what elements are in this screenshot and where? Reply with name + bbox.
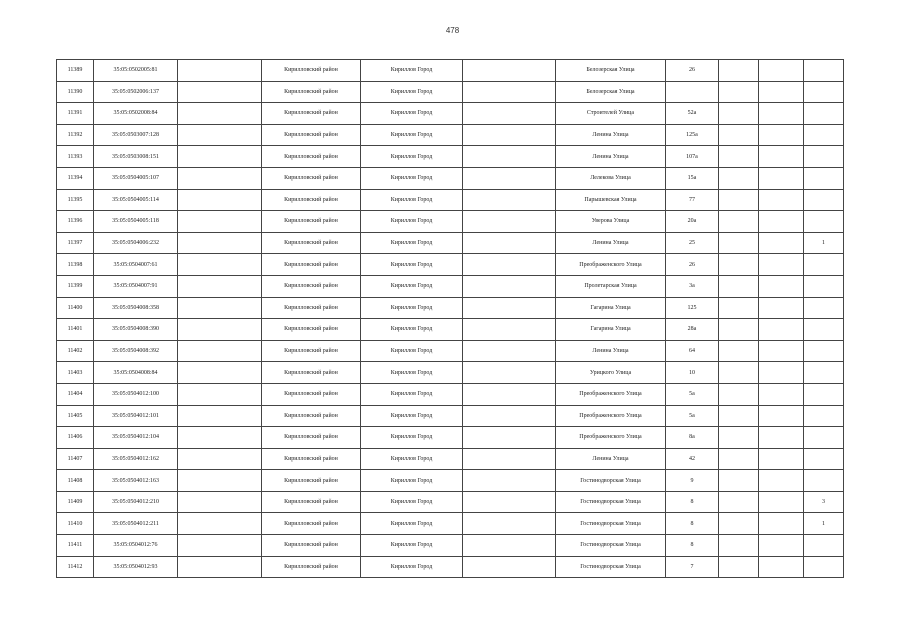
cadastral-number-cell: 35:05:0504007:61 [94, 254, 178, 276]
empty-cell [463, 448, 556, 470]
empty-cell [463, 427, 556, 449]
empty-cell [759, 275, 804, 297]
extra-number-cell [804, 556, 844, 578]
empty-cell [178, 81, 262, 103]
empty-cell [463, 383, 556, 405]
district-cell: Кирилловский район [262, 124, 361, 146]
empty-cell [178, 383, 262, 405]
empty-cell [759, 383, 804, 405]
house-number-cell: 107а [666, 146, 719, 168]
empty-cell [178, 211, 262, 233]
empty-cell [719, 254, 759, 276]
empty-cell [759, 81, 804, 103]
empty-cell [719, 211, 759, 233]
extra-number-cell [804, 81, 844, 103]
row-number-cell: 11408 [57, 470, 94, 492]
street-cell: Гостинодворская Улица [556, 513, 666, 535]
empty-cell [719, 427, 759, 449]
district-cell: Кирилловский район [262, 167, 361, 189]
empty-cell [463, 167, 556, 189]
row-number-cell: 11409 [57, 491, 94, 513]
extra-number-cell [804, 211, 844, 233]
empty-cell [463, 470, 556, 492]
empty-cell [178, 556, 262, 578]
empty-cell [178, 232, 262, 254]
empty-cell [759, 124, 804, 146]
empty-cell [759, 297, 804, 319]
extra-number-cell [804, 448, 844, 470]
street-cell: Преображенского Улица [556, 427, 666, 449]
empty-cell [178, 146, 262, 168]
empty-cell [463, 362, 556, 384]
street-cell: Преображенского Улица [556, 254, 666, 276]
cadastral-number-cell: 35:05:0503007:128 [94, 124, 178, 146]
empty-cell [178, 427, 262, 449]
table-row [57, 383, 844, 405]
cadastral-number-cell: 35:05:0504012:211 [94, 513, 178, 535]
street-cell: Лелекова Улица [556, 167, 666, 189]
empty-cell [719, 383, 759, 405]
house-number-cell: 26 [666, 254, 719, 276]
street-cell: Преображенского Улица [556, 383, 666, 405]
empty-cell [759, 405, 804, 427]
extra-number-cell [804, 124, 844, 146]
row-number-cell: 11391 [57, 103, 94, 125]
row-number-cell: 11395 [57, 189, 94, 211]
district-cell: Кирилловский район [262, 362, 361, 384]
settlement-cell: Кириллов Город [361, 275, 463, 297]
empty-cell [719, 340, 759, 362]
extra-number-cell [804, 340, 844, 362]
empty-cell [759, 491, 804, 513]
empty-cell [719, 535, 759, 557]
empty-cell [759, 470, 804, 492]
settlement-cell: Кириллов Город [361, 470, 463, 492]
street-cell: Гагарина Улица [556, 319, 666, 341]
house-number-cell: 8 [666, 535, 719, 557]
street-cell: Гостинодворская Улица [556, 535, 666, 557]
extra-number-cell: 1 [804, 232, 844, 254]
empty-cell [759, 232, 804, 254]
house-number-cell: 20а [666, 211, 719, 233]
street-cell: Гостинодворская Улица [556, 556, 666, 578]
table-row [57, 211, 844, 233]
empty-cell [463, 340, 556, 362]
empty-cell [759, 254, 804, 276]
empty-cell [178, 189, 262, 211]
district-cell: Кирилловский район [262, 340, 361, 362]
house-number-cell: 5а [666, 383, 719, 405]
district-cell: Кирилловский район [262, 491, 361, 513]
district-cell: Кирилловский район [262, 60, 361, 82]
street-cell: Строителей Улица [556, 103, 666, 125]
empty-cell [719, 491, 759, 513]
district-cell: Кирилловский район [262, 211, 361, 233]
empty-cell [463, 319, 556, 341]
row-number-cell: 11407 [57, 448, 94, 470]
empty-cell [759, 362, 804, 384]
page-number: 478 [445, 26, 460, 35]
empty-cell [759, 103, 804, 125]
settlement-cell: Кириллов Город [361, 81, 463, 103]
table-row [57, 448, 844, 470]
cadastral-number-cell: 35:05:0502005:81 [94, 60, 178, 82]
extra-number-cell [804, 60, 844, 82]
extra-number-cell [804, 189, 844, 211]
house-number-cell: 125 [666, 297, 719, 319]
street-cell: Ленина Улица [556, 340, 666, 362]
table-row [57, 319, 844, 341]
cadastral-number-cell: 35:05:0504012:76 [94, 535, 178, 557]
row-number-cell: 11410 [57, 513, 94, 535]
district-cell: Кирилловский район [262, 232, 361, 254]
table-row [57, 254, 844, 276]
empty-cell [719, 232, 759, 254]
empty-cell [463, 491, 556, 513]
extra-number-cell [804, 383, 844, 405]
empty-cell [178, 448, 262, 470]
empty-cell [719, 319, 759, 341]
extra-number-cell [804, 103, 844, 125]
house-number-cell: 64 [666, 340, 719, 362]
house-number-cell: 5а [666, 405, 719, 427]
empty-cell [178, 103, 262, 125]
row-number-cell: 11411 [57, 535, 94, 557]
extra-number-cell [804, 362, 844, 384]
extra-number-cell [804, 405, 844, 427]
district-cell: Кирилловский район [262, 448, 361, 470]
property-registry-table [56, 59, 844, 578]
row-number-cell: 11393 [57, 146, 94, 168]
street-cell: Гагарина Улица [556, 297, 666, 319]
cadastral-number-cell: 35:05:0504008:390 [94, 319, 178, 341]
table-row [57, 232, 844, 254]
empty-cell [178, 124, 262, 146]
empty-cell [178, 340, 262, 362]
house-number-cell: 28а [666, 319, 719, 341]
row-number-cell: 11400 [57, 297, 94, 319]
house-number-cell: 125а [666, 124, 719, 146]
settlement-cell: Кириллов Город [361, 211, 463, 233]
district-cell: Кирилловский район [262, 405, 361, 427]
house-number-cell: 3а [666, 275, 719, 297]
row-number-cell: 11389 [57, 60, 94, 82]
cadastral-number-cell: 35:05:0504012:104 [94, 427, 178, 449]
settlement-cell: Кириллов Город [361, 319, 463, 341]
street-cell: Белозерская Улица [556, 81, 666, 103]
house-number-cell: 9 [666, 470, 719, 492]
empty-cell [759, 448, 804, 470]
house-number-cell [666, 81, 719, 103]
row-number-cell: 11406 [57, 427, 94, 449]
district-cell: Кирилловский район [262, 81, 361, 103]
cadastral-number-cell: 35:05:0504012:100 [94, 383, 178, 405]
empty-cell [759, 535, 804, 557]
empty-cell [178, 362, 262, 384]
district-cell: Кирилловский район [262, 297, 361, 319]
table-row [57, 470, 844, 492]
settlement-cell: Кириллов Город [361, 491, 463, 513]
settlement-cell: Кириллов Город [361, 103, 463, 125]
house-number-cell: 7 [666, 556, 719, 578]
table-row [57, 60, 844, 82]
street-cell: Гостинодворская Улица [556, 491, 666, 513]
extra-number-cell [804, 146, 844, 168]
cadastral-number-cell: 35:05:0504008:392 [94, 340, 178, 362]
empty-cell [759, 427, 804, 449]
table-row [57, 146, 844, 168]
district-cell: Кирилловский район [262, 513, 361, 535]
extra-number-cell [804, 297, 844, 319]
table-row [57, 81, 844, 103]
table-row [57, 556, 844, 578]
empty-cell [463, 189, 556, 211]
cadastral-number-cell: 35:05:0504008:358 [94, 297, 178, 319]
empty-cell [719, 146, 759, 168]
table-row [57, 491, 844, 513]
table-row [57, 340, 844, 362]
empty-cell [719, 167, 759, 189]
empty-cell [178, 254, 262, 276]
district-cell: Кирилловский район [262, 146, 361, 168]
empty-cell [463, 60, 556, 82]
cadastral-number-cell: 35:05:0504005:114 [94, 189, 178, 211]
empty-cell [759, 556, 804, 578]
table-row [57, 405, 844, 427]
table-row [57, 103, 844, 125]
settlement-cell: Кириллов Город [361, 427, 463, 449]
empty-cell [759, 513, 804, 535]
district-cell: Кирилловский район [262, 383, 361, 405]
settlement-cell: Кириллов Город [361, 556, 463, 578]
empty-cell [463, 254, 556, 276]
row-number-cell: 11392 [57, 124, 94, 146]
table-row [57, 427, 844, 449]
row-number-cell: 11404 [57, 383, 94, 405]
settlement-cell: Кириллов Город [361, 535, 463, 557]
empty-cell [719, 513, 759, 535]
row-number-cell: 11397 [57, 232, 94, 254]
empty-cell [759, 167, 804, 189]
street-cell: Уверова Улица [556, 211, 666, 233]
extra-number-cell: 1 [804, 513, 844, 535]
empty-cell [759, 189, 804, 211]
empty-cell [719, 124, 759, 146]
settlement-cell: Кириллов Город [361, 513, 463, 535]
row-number-cell: 11402 [57, 340, 94, 362]
cadastral-number-cell: 35:05:0504008:84 [94, 362, 178, 384]
empty-cell [463, 146, 556, 168]
empty-cell [463, 297, 556, 319]
extra-number-cell [804, 470, 844, 492]
district-cell: Кирилловский район [262, 556, 361, 578]
empty-cell [463, 211, 556, 233]
house-number-cell: 52а [666, 103, 719, 125]
empty-cell [178, 167, 262, 189]
cadastral-number-cell: 35:05:0504012:101 [94, 405, 178, 427]
extra-number-cell [804, 167, 844, 189]
empty-cell [463, 103, 556, 125]
empty-cell [759, 146, 804, 168]
row-number-cell: 11401 [57, 319, 94, 341]
cadastral-number-cell: 35:05:0504012:210 [94, 491, 178, 513]
house-number-cell: 26 [666, 60, 719, 82]
cadastral-number-cell: 35:05:0504012:162 [94, 448, 178, 470]
extra-number-cell [804, 427, 844, 449]
empty-cell [759, 319, 804, 341]
empty-cell [178, 275, 262, 297]
cadastral-number-cell: 35:05:0504005:107 [94, 167, 178, 189]
street-cell: Белозерская Улица [556, 60, 666, 82]
street-cell: Пролетарская Улица [556, 275, 666, 297]
settlement-cell: Кириллов Город [361, 448, 463, 470]
district-cell: Кирилловский район [262, 470, 361, 492]
empty-cell [719, 103, 759, 125]
extra-number-cell [804, 275, 844, 297]
empty-cell [463, 513, 556, 535]
cadastral-number-cell: 35:05:0504006:232 [94, 232, 178, 254]
house-number-cell: 77 [666, 189, 719, 211]
house-number-cell: 25 [666, 232, 719, 254]
district-cell: Кирилловский район [262, 189, 361, 211]
empty-cell [719, 189, 759, 211]
house-number-cell: 15а [666, 167, 719, 189]
cadastral-number-cell: 35:05:0504012:163 [94, 470, 178, 492]
cadastral-number-cell: 35:05:0504007:91 [94, 275, 178, 297]
empty-cell [759, 211, 804, 233]
empty-cell [719, 470, 759, 492]
street-cell: Гостинодворская Улица [556, 470, 666, 492]
row-number-cell: 11399 [57, 275, 94, 297]
empty-cell [759, 340, 804, 362]
extra-number-cell: 3 [804, 491, 844, 513]
house-number-cell: 10 [666, 362, 719, 384]
settlement-cell: Кириллов Город [361, 189, 463, 211]
table-row [57, 189, 844, 211]
empty-cell [178, 535, 262, 557]
street-cell: Ленина Улица [556, 232, 666, 254]
street-cell: Ленина Улица [556, 146, 666, 168]
empty-cell [759, 60, 804, 82]
street-cell: Ленина Улица [556, 448, 666, 470]
empty-cell [463, 232, 556, 254]
house-number-cell: 42 [666, 448, 719, 470]
empty-cell [719, 81, 759, 103]
settlement-cell: Кириллов Город [361, 405, 463, 427]
cadastral-number-cell: 35:05:0502008:84 [94, 103, 178, 125]
extra-number-cell [804, 319, 844, 341]
row-number-cell: 11390 [57, 81, 94, 103]
extra-number-cell [804, 535, 844, 557]
table-row [57, 513, 844, 535]
settlement-cell: Кириллов Город [361, 60, 463, 82]
empty-cell [178, 319, 262, 341]
table-row [57, 535, 844, 557]
empty-cell [463, 535, 556, 557]
district-cell: Кирилловский район [262, 427, 361, 449]
district-cell: Кирилловский район [262, 275, 361, 297]
row-number-cell: 11405 [57, 405, 94, 427]
settlement-cell: Кириллов Город [361, 124, 463, 146]
row-number-cell: 11412 [57, 556, 94, 578]
district-cell: Кирилловский район [262, 319, 361, 341]
settlement-cell: Кириллов Город [361, 254, 463, 276]
registry-body [57, 60, 844, 578]
empty-cell [178, 513, 262, 535]
empty-cell [719, 60, 759, 82]
cadastral-number-cell: 35:05:0502006:137 [94, 81, 178, 103]
table-row [57, 275, 844, 297]
empty-cell [719, 448, 759, 470]
district-cell: Кирилловский район [262, 535, 361, 557]
empty-cell [463, 556, 556, 578]
settlement-cell: Кириллов Город [361, 383, 463, 405]
settlement-cell: Кириллов Город [361, 362, 463, 384]
empty-cell [178, 405, 262, 427]
table-row [57, 167, 844, 189]
empty-cell [719, 362, 759, 384]
table-row [57, 124, 844, 146]
settlement-cell: Кириллов Город [361, 167, 463, 189]
cadastral-number-cell: 35:05:0504005:118 [94, 211, 178, 233]
empty-cell [463, 81, 556, 103]
district-cell: Кирилловский район [262, 254, 361, 276]
settlement-cell: Кириллов Город [361, 340, 463, 362]
table-row [57, 297, 844, 319]
extra-number-cell [804, 254, 844, 276]
street-cell: Парышевская Улица [556, 189, 666, 211]
street-cell: Урицкого Улица [556, 362, 666, 384]
empty-cell [463, 124, 556, 146]
empty-cell [719, 405, 759, 427]
cadastral-number-cell: 35:05:0503008:151 [94, 146, 178, 168]
house-number-cell: 8 [666, 491, 719, 513]
empty-cell [178, 470, 262, 492]
row-number-cell: 11394 [57, 167, 94, 189]
district-cell: Кирилловский район [262, 103, 361, 125]
house-number-cell: 8 [666, 513, 719, 535]
row-number-cell: 11403 [57, 362, 94, 384]
empty-cell [178, 491, 262, 513]
row-number-cell: 11398 [57, 254, 94, 276]
empty-cell [178, 60, 262, 82]
empty-cell [463, 275, 556, 297]
empty-cell [463, 405, 556, 427]
settlement-cell: Кириллов Город [361, 232, 463, 254]
empty-cell [719, 275, 759, 297]
empty-cell [178, 297, 262, 319]
settlement-cell: Кириллов Город [361, 146, 463, 168]
empty-cell [719, 556, 759, 578]
settlement-cell: Кириллов Город [361, 297, 463, 319]
street-cell: Ленина Улица [556, 124, 666, 146]
street-cell: Преображенского Улица [556, 405, 666, 427]
row-number-cell: 11396 [57, 211, 94, 233]
house-number-cell: 8а [666, 427, 719, 449]
cadastral-number-cell: 35:05:0504012:93 [94, 556, 178, 578]
table-row [57, 362, 844, 384]
empty-cell [719, 297, 759, 319]
